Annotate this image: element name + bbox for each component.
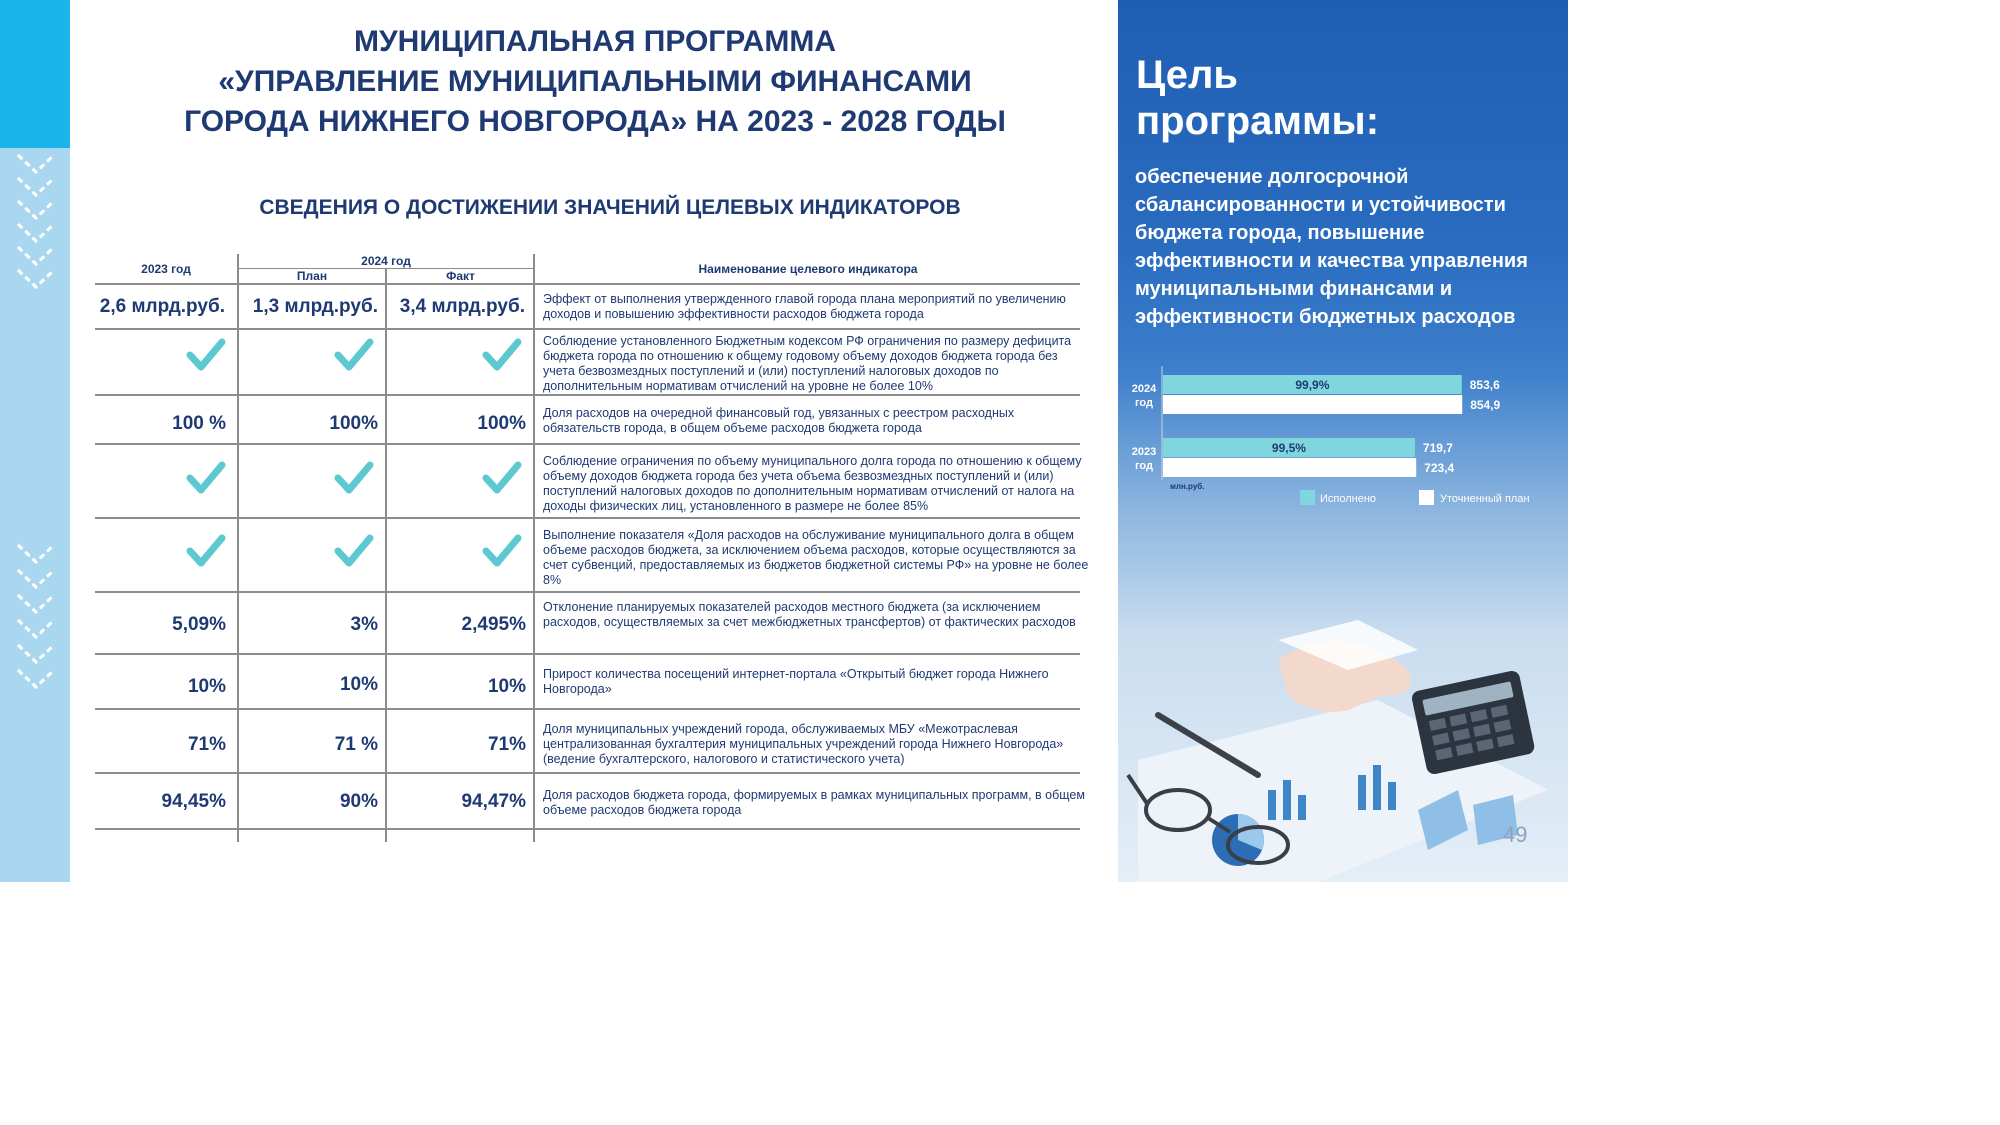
column-divider [237,254,239,842]
cell-plan: 100% [329,413,378,434]
title-line-1: МУНИЦИПАЛЬНАЯ ПРОГРАММА [354,25,836,58]
cell-fact: 3,4 млрд.руб. [399,296,525,317]
page-title [80,22,1110,142]
indicator-name: Доля расходов на очередной финансовый год, увязанных с реестром расходных обязательств города, в общем объеме расходов бюджета города [543,406,1015,435]
bar-value-label: 853,6 [1469,378,1500,392]
header-plan: План [296,269,328,283]
checkmark-icon [334,533,374,569]
left-decor-stripe [0,0,70,882]
category-label: 2024 [1131,383,1157,395]
header-indicator-name: Наименование целевого индикатора [698,262,918,276]
bar-value-label: 719,7 [1422,441,1453,455]
title-line-3: ГОРОДА НИЖНЕГО НОВГОРОДА» НА 2023 - 2028 ГОДЫ [184,105,1006,138]
column-divider [385,269,387,842]
cell-fact: 2,495% [461,614,526,635]
goal-panel [1118,0,1568,882]
page-number: 49 [1503,822,1528,847]
row-divider [95,653,1080,655]
column-divider [533,254,535,842]
cell-2023: 94,45% [161,791,226,812]
row-divider [95,517,1080,519]
checkmark-icon [482,460,522,496]
checkmark-icon [482,337,522,373]
unit-label: млн.руб. [1170,482,1205,491]
indicator-name: Соблюдение ограничения по объему муниципального долга города по отношению к общему объему доходов бюджета города без учета объема безвозмездных поступлений и (или) поступлений налоговых доходов по дополнительным нормативам отчислений от налога на доходы физических лиц, установленного в размере не более 85% [543,454,1082,513]
row-divider [95,708,1080,710]
header-2023: 2023 год [141,262,191,276]
cell-plan: 3% [350,614,378,635]
row-divider [95,443,1080,445]
row-divider [95,394,1080,396]
cell-2023: 100 % [172,413,226,434]
category-label: год [1135,397,1153,409]
legend-label-executed: Исполнено [1320,493,1377,505]
indicator-name: Доля расходов бюджета города, формируемых в рамках муниципальных программ, в общем объеме расходов бюджета города [543,788,1085,817]
indicator-name: Отклонение планируемых показателей расходов местного бюджета (за исключением расходов, осуществляемых за счет межбюджетных трансфертов) от фактических расходов [543,600,1076,629]
cyan-corner-block [0,0,70,148]
cell-plan: 90% [339,791,378,812]
checkmark-icon [482,533,522,569]
chevron-decor-bottom [8,540,64,710]
goal-description: обеспечение долгосрочной сбалансированности и устойчивости бюджета города, повышение эффективности и качества управления муниципальными финансами и эффективности бюджетных расходов [1135,166,1528,328]
cell-2023: 10% [187,676,226,697]
indicator-name: Выполнение показателя «Доля расходов на обслуживание муниципального долга в общем объеме расходов бюджета, за исключением объема расходов, которые осуществляются за счет субвенций, предоставляемых из бюджетов бюджетной системы РФ» на уровне не более 8% [543,528,1089,587]
goal-title-line-1: Цель [1136,53,1238,97]
cell-2023: 71% [187,734,226,755]
budget-execution-chart [1118,358,1568,518]
legend-swatch-plan [1419,490,1434,505]
indicator-name: Соблюдение установленного Бюджетным кодексом РФ ограничения по размеру дефицита бюджета города по отношению к общему годовому объему доходов бюджета города без учета безвозмездных поступлений и (или) поступлений налоговых доходов по дополнительным нормативам отчислений на уровне не более 10% [543,334,1072,393]
cell-fact: 94,47% [461,791,526,812]
checkmark-icon [334,460,374,496]
chevron-decor-top [8,150,64,310]
row-divider [95,283,1080,285]
title-line-2: «УПРАВЛЕНИЕ МУНИЦИПАЛЬНЫМИ ФИНАНСАМИ [218,65,972,98]
row-divider [95,828,1080,830]
cell-plan: 10% [339,674,378,695]
bar-plan [1163,458,1416,477]
cell-2023: 2,6 млрд.руб. [99,296,225,317]
checkmark-icon [186,460,226,496]
bar-percent-label: 99,5% [1271,441,1306,455]
header-2024: 2024 год [361,254,411,268]
indicator-name: Прирост количества посещений интернет-портала «Открытый бюджет города Нижнего Новгорода» [543,667,1049,696]
cell-fact: 10% [487,676,526,697]
row-divider [95,772,1080,774]
category-label: 2023 [1131,446,1157,458]
bar-value-label: 854,9 [1470,398,1501,412]
goal-title-line-2: программы: [1136,99,1380,143]
cell-plan: 71 % [334,734,378,755]
header-fact: Факт [446,269,475,283]
section-subtitle: СВЕДЕНИЯ О ДОСТИЖЕНИИ ЗНАЧЕНИЙ ЦЕЛЕВЫХ ИНДИКАТОРОВ [259,196,961,219]
legend-swatch-executed [1300,490,1315,505]
cell-plan: 1,3 млрд.руб. [252,296,378,317]
bar-value-label: 723,4 [1424,461,1455,475]
bar-plan [1163,395,1462,414]
goal-title [1136,52,1379,144]
legend-label-plan: Уточненный план [1440,493,1530,505]
row-divider [95,591,1080,593]
cell-fact: 100% [477,413,526,434]
checkmark-icon [186,337,226,373]
indicator-name: Эффект от выполнения утвержденного главой города плана мероприятий по увеличению доходов и повышению эффективности расходов бюджета города [543,292,1066,321]
category-label: год [1135,460,1153,472]
indicator-name: Доля муниципальных учреждений города, обслуживаемых МБУ «Межотраслевая централизованная бухгалтерия муниципальных учреждений города Нижнего Новгорода» (ведение бухгалтерского, налогового и статистического учета) [543,722,1064,766]
cell-fact: 71% [487,734,526,755]
cell-2023: 5,09% [172,614,226,635]
finance-photo-illustration [1118,560,1568,882]
checkmark-icon [334,337,374,373]
bar-percent-label: 99,9% [1295,378,1330,392]
row-divider [95,328,1080,330]
checkmark-icon [186,533,226,569]
